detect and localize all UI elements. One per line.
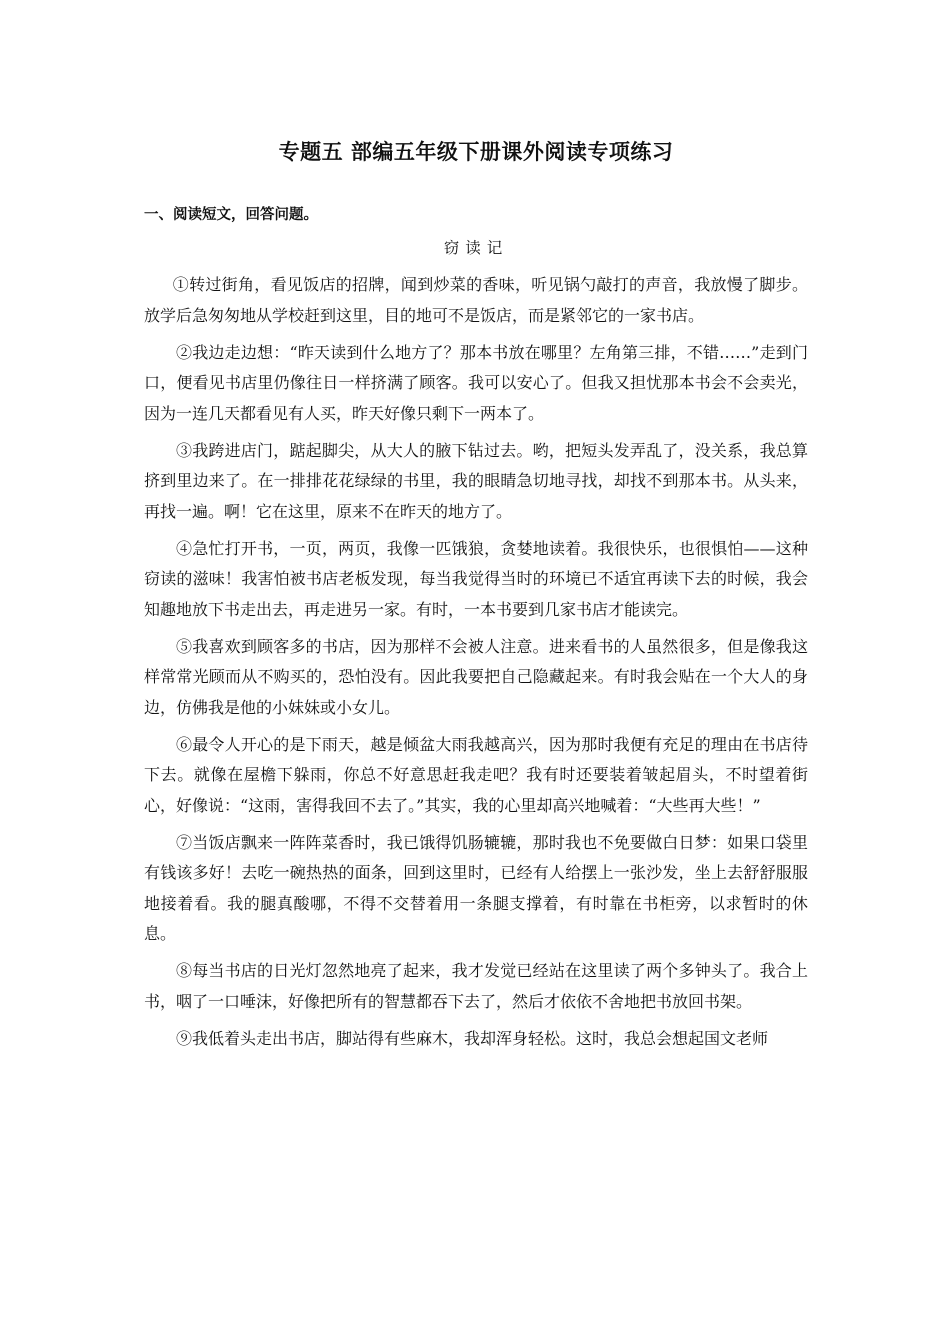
paragraph-5: ⑤我喜欢到顾客多的书店，因为那样不会被人注意。进来看书的人虽然很多，但是像我这样常常光顾而从不购买的，恐怕没有。因此我要把自己隐藏起来。有时我会贴在一个大人的身边，仿佛我是他的小妹妹或小女儿。 bbox=[144, 636, 808, 717]
paragraph-6: ⑥最令人开心的是下雨天，越是倾盆大雨我越高兴，因为那时我便有充足的理由在书店待下去。就像在屋檐下躲雨，你总不好意思赶我走吧？我有时还要装着皱起眉头，不时望着街心，好像说：“这雨，害得我回不去了。”其实，我的心里却高兴地喊着：“大些再大些！” bbox=[144, 734, 808, 815]
paragraph-7: ⑦当饭店飘来一阵阵菜香时，我已饿得饥肠辘辘，那时我也不免要做白日梦：如果口袋里有钱该多好！去吃一碗热热的面条，回到这里时，已经有人给摆上一张沙发，坐上去舒舒服服地接着看。我的腿真酸哪，不得不交替着用一条腿支撑着，有时靠在书柜旁，以求暂时的休息。 bbox=[144, 832, 808, 943]
paragraph-8: ⑧每当书店的日光灯忽然地亮了起来，我才发觉已经站在这里读了两个多钟头了。我合上书，咽了一口唾沫，好像把所有的智慧都吞下去了，然后才依依不舍地把书放回书架。 bbox=[144, 961, 808, 1011]
paragraph-3: ③我跨进店门，踮起脚尖，从大人的腋下钻过去。哟，把短头发弄乱了，没关系，我总算挤到里边来了。在一排排花花绿绿的书里，我的眼睛急切地寻找，却找不到那本书。从头来，再找一遍。啊！它在这里，原来不在昨天的地方了。 bbox=[144, 440, 808, 521]
paragraph-4: ④急忙打开书，一页，两页，我像一匹饿狼，贪婪地读着。我很快乐，也很惧怕——这种窃读的滋味！我害怕被书店老板发现，每当我觉得当时的环境已不适宜再读下去的时候，我会知趣地放下书走出去，再走进另一家。有时，一本书要到几家书店才能读完。 bbox=[144, 538, 808, 619]
paragraph-9: ⑨我低着头走出书店，脚站得有些麻木，我却浑身轻松。这时，我总会想起国文老师 bbox=[176, 1028, 769, 1048]
paragraph-1: ①转过街角，看见饭店的招牌，闻到炒菜的香味，听见锅勺敲打的声音，我放慢了脚步。放学后急匆匆地从学校赶到这里，目的地可不是饭店，而是紧邻它的一家书店。 bbox=[144, 275, 808, 325]
document-title: 专题五 部编五年级下册课外阅读专项练习 bbox=[278, 140, 674, 164]
passage-body bbox=[144, 270, 808, 1061]
passage-title: 窃读记 bbox=[443, 239, 509, 257]
section-heading: 一、阅读短文，回答问题。 bbox=[144, 207, 318, 223]
paragraph-2: ②我边走边想：“昨天读到什么地方了？那本书放在哪里？左角第三排，不错……”走到门口，便看见书店里仍像往日一样挤满了顾客。我可以安心了。但我又担忧那本书会不会卖光，因为一连几天都看见有人买，昨天好像只剩下一两本了。 bbox=[144, 342, 808, 423]
